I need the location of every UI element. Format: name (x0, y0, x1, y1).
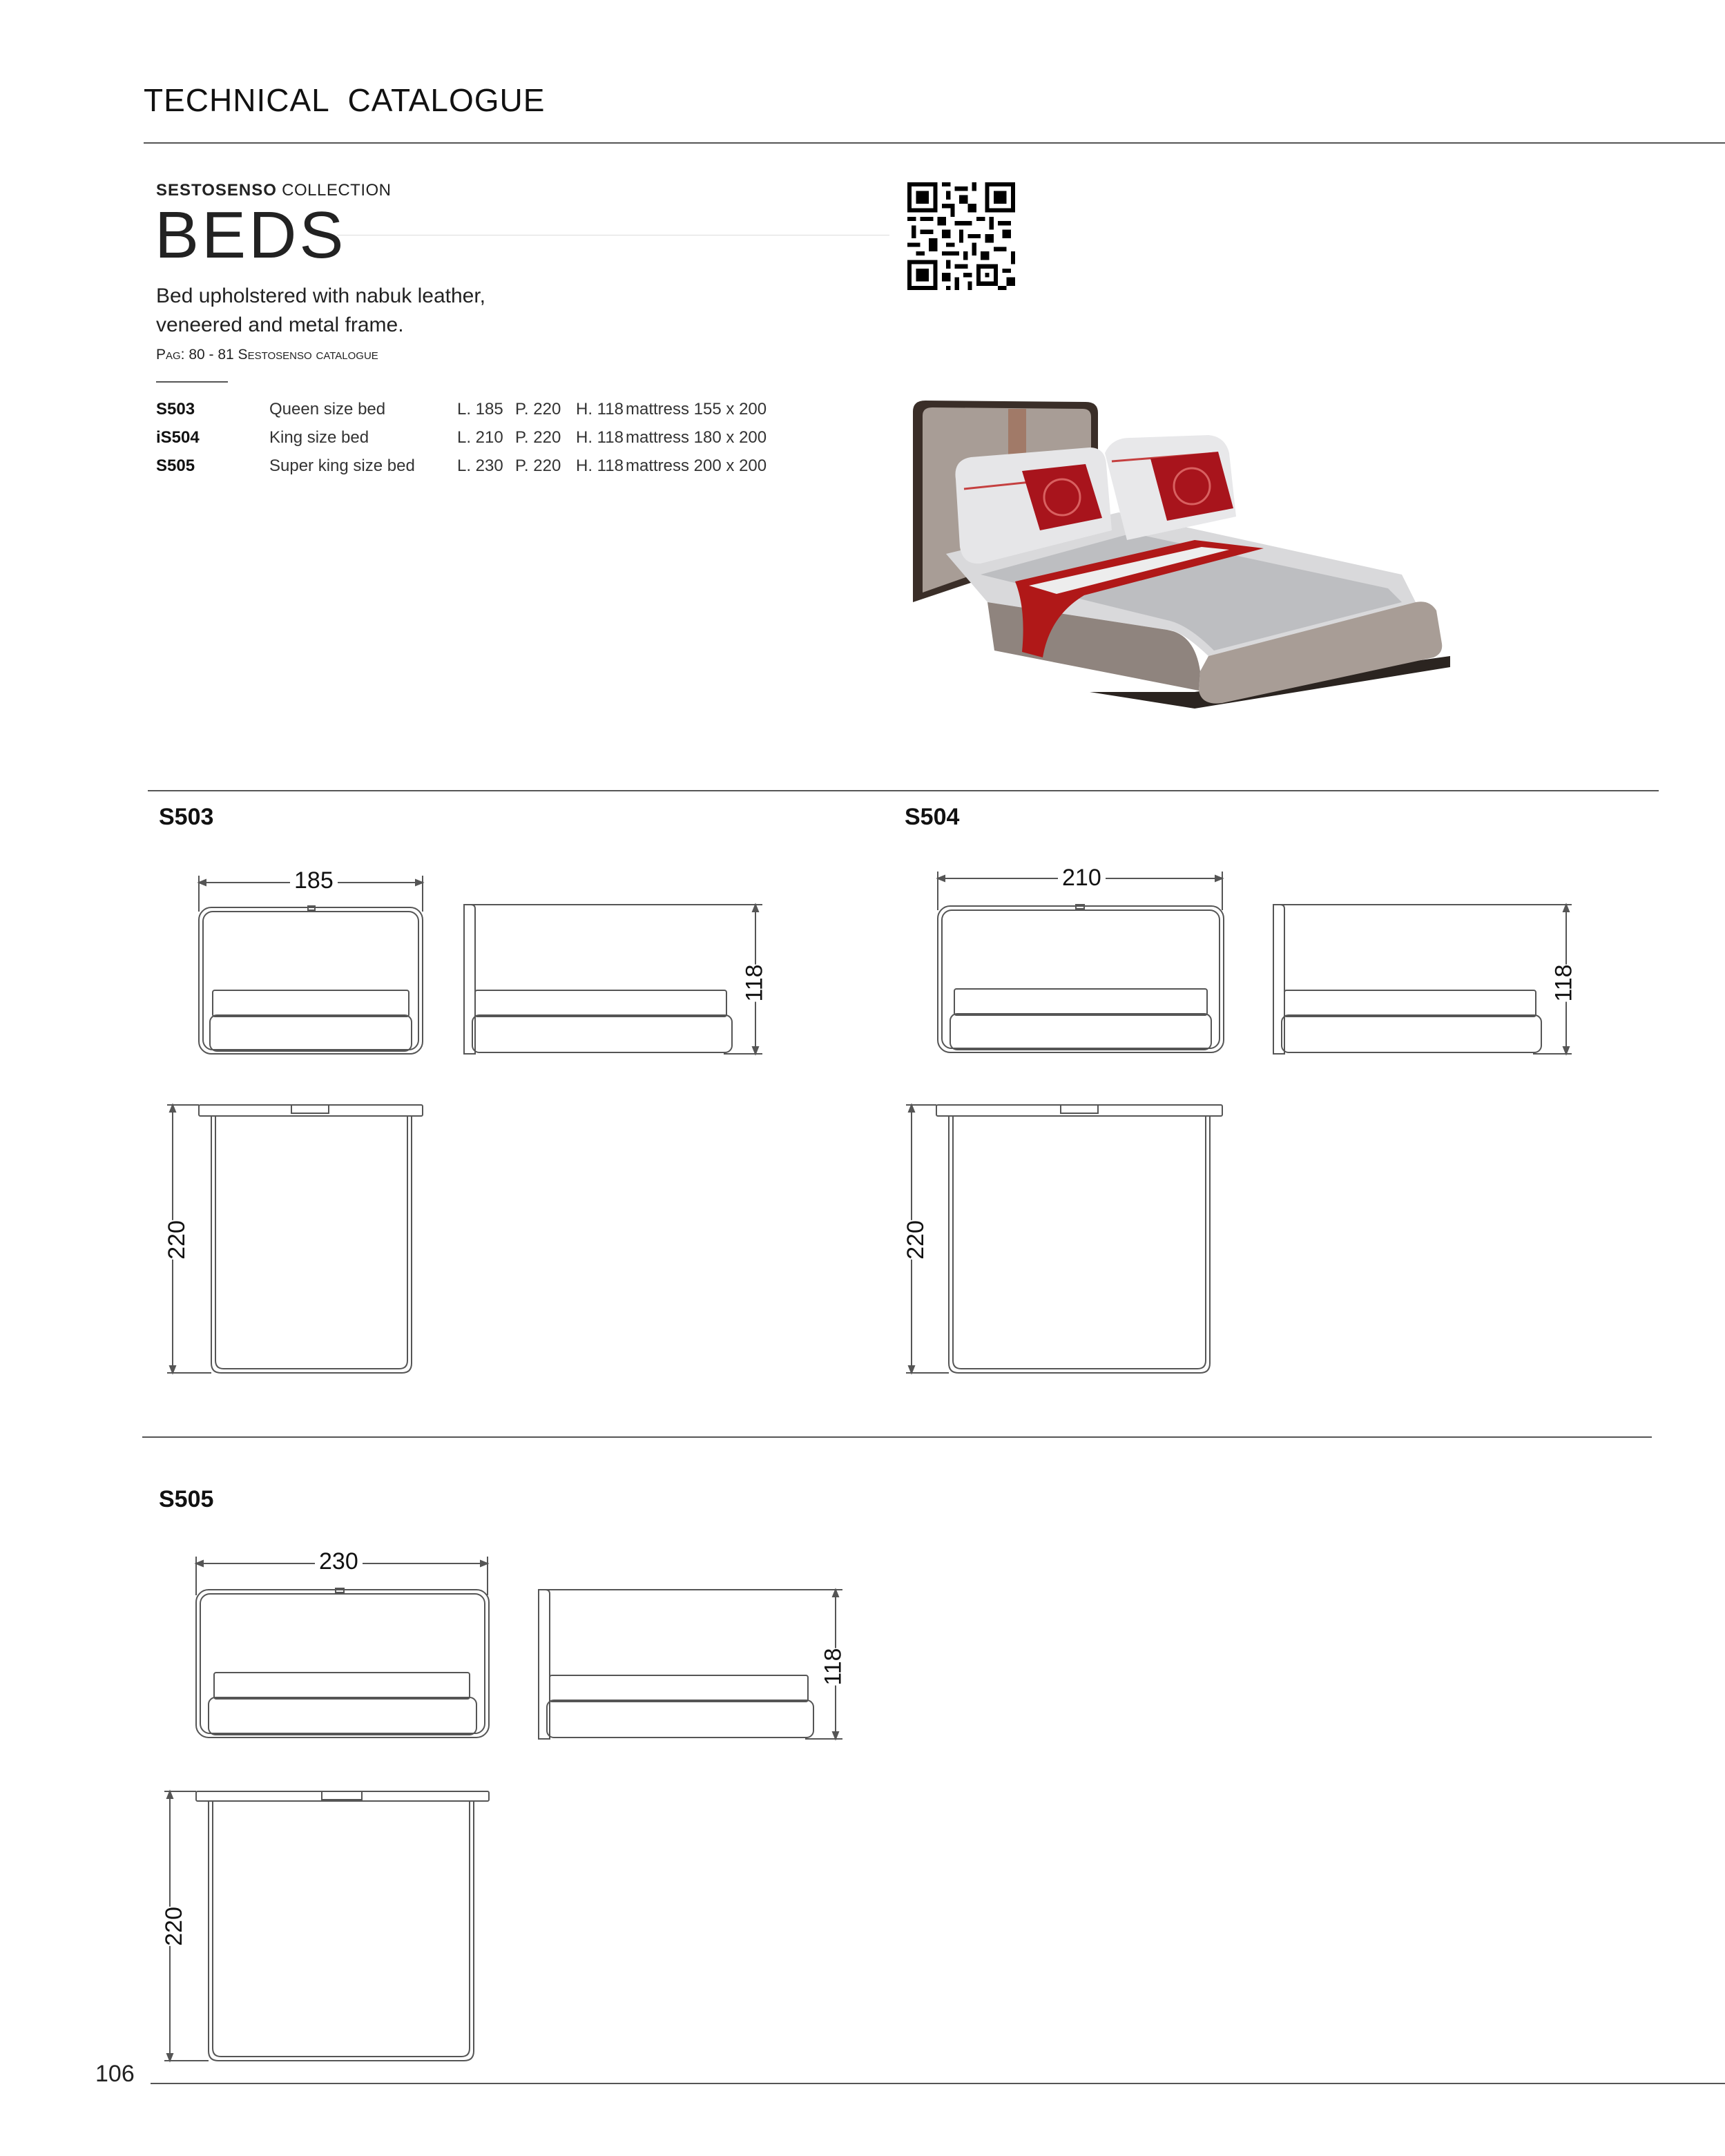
spec-depth: P. 220 (515, 427, 561, 447)
footer-divider (151, 2083, 1725, 2084)
model-label-s503: S503 (159, 804, 214, 830)
s504-side-view (1271, 901, 1574, 1061)
s503-width-dimension: 185 (290, 867, 338, 894)
spec-code: iS504 (156, 427, 200, 447)
s504-depth-dimension: 220 (900, 1220, 932, 1260)
s504-front-view (934, 869, 1229, 1062)
s505-width-dimension: 230 (315, 1548, 363, 1575)
description-line-1: Bed upholstered with nabuk leather, (156, 285, 485, 307)
header-divider (144, 142, 1725, 144)
table-row (156, 395, 767, 423)
catalogue-header-title: TECHNICAL CATALOGUE (144, 82, 546, 118)
table-row (156, 452, 767, 480)
spec-length: L. 230 (457, 456, 503, 475)
s504-top-view (902, 1101, 1233, 1378)
section-divider-top (148, 790, 1659, 791)
s505-front-view (191, 1554, 494, 1747)
collection-word: COLLECTION (282, 181, 392, 200)
page-reference: Pag: 80 - 81 Sestosenso catalogue (156, 347, 378, 363)
spec-length: L. 185 (457, 399, 503, 418)
s503-side-view (461, 901, 765, 1061)
table-row (156, 423, 767, 452)
s504-height-dimension: 118 (1548, 964, 1581, 1001)
model-label-s505: S505 (159, 1486, 214, 1512)
specs-table (156, 395, 767, 480)
s504-width-dimension: 210 (1058, 865, 1106, 892)
spec-depth: P. 220 (515, 456, 561, 475)
collection-brand: SESTOSENSO (156, 181, 277, 200)
spec-code: S505 (156, 456, 195, 475)
qr-code-icon[interactable] (907, 182, 1015, 290)
page-number: 106 (95, 2061, 135, 2087)
page-reference-rule (156, 381, 228, 383)
s503-depth-dimension: 220 (161, 1220, 193, 1260)
spec-depth: P. 220 (515, 399, 561, 418)
spec-height: H. 118 (576, 399, 624, 418)
product-title: BEDS (155, 198, 347, 272)
s505-side-view (536, 1586, 847, 1746)
s503-height-dimension: 118 (739, 964, 771, 1001)
spec-height: H. 118 (576, 427, 624, 447)
spec-mattress: mattress 155 x 200 (626, 399, 767, 418)
description-line-2: veneered and metal frame. (156, 314, 404, 336)
section-divider-middle (142, 1436, 1652, 1438)
spec-description: King size bed (269, 427, 369, 447)
spec-height: H. 118 (576, 456, 624, 475)
product-description (156, 282, 639, 340)
model-label-s504: S504 (905, 804, 960, 830)
spec-length: L. 210 (457, 427, 503, 447)
s505-depth-dimension: 220 (158, 1907, 191, 1946)
spec-mattress: mattress 200 x 200 (626, 456, 767, 475)
spec-code: S503 (156, 399, 195, 418)
s505-height-dimension: 118 (818, 1648, 850, 1685)
s503-top-view (163, 1101, 432, 1378)
bed-product-image (905, 395, 1457, 713)
s505-top-view (160, 1787, 499, 2066)
spec-description: Queen size bed (269, 399, 386, 418)
s503-front-view (193, 870, 428, 1063)
spec-description: Super king size bed (269, 456, 415, 475)
spec-mattress: mattress 180 x 200 (626, 427, 767, 447)
